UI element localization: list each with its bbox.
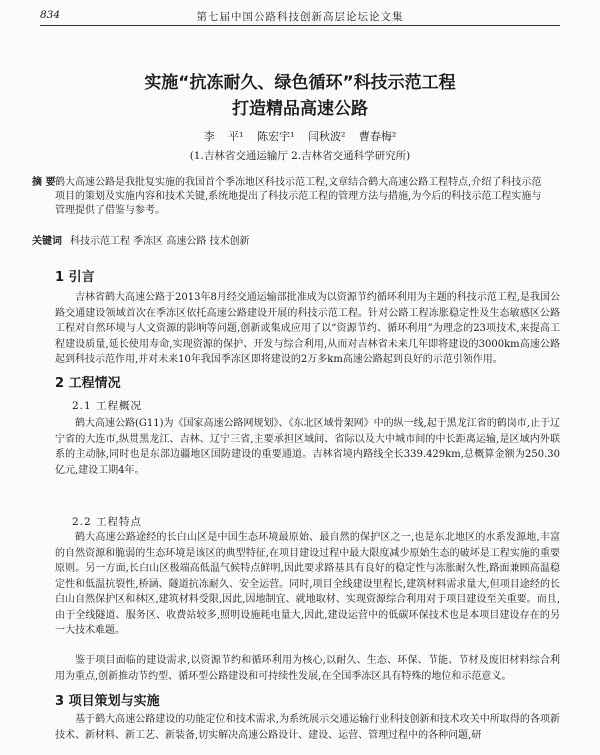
abstract [32,176,548,218]
keywords-label: 关键词 [32,236,62,247]
abstract-text: 鹤大高速公路是我批复实施的我国首个季冻地区科技示范工程,文章结合鹤大高速公路工程特点,介绍了科技示范项目的策划及实施内容和技术关键,系统地提出了科技示范工程的管理方法与措施,为今后的科技示范工程实施与管理提供了借鉴与参考。 [55,177,542,216]
abstract-label: 摘 要 [32,177,56,188]
overview-paragraph: 鹤大高速公路(G11)为《国家高速公路网规划》、《东北区域骨架网》中的纵一线,起于黑龙江省的鹤岗市,止于辽宁省的大连市,纵贯黑龙江、吉林、辽宁三省,主要承担区域间、省际以及大中城市间的中长距离运输,是区域内外联系的主动脉,同时也是东部边疆地区国防建设的重要通道。吉林省境内路线全长339.429km,总概算金额为250.30亿元,建设工期4年。 [55,418,560,476]
running-header [40,6,560,26]
features-paragraph-2: 鉴于项目面临的建设需求,以资源节约和循环利用为核心,以耐久、生态、环保、节能、节材及废旧材料综合利用为重点,创新推动节约型、循环型公路建设和可持续性发展,在全国季冻区具有特殊的地位和示范意义。 [55,655,560,682]
keywords-text: 科技示范工程 季冻区 高速公路 技术创新 [70,236,250,247]
affiliations: (1.吉林省交通运输厅 2.吉林省交通科学研究所) [189,150,411,162]
journal-title: 第七届中国公路科技创新高层论坛论文集 [196,11,404,23]
article-title [0,70,600,122]
page-number: 834 [40,9,61,21]
features-paragraph-1: 鹤大高速公路途经的长白山区是中国生态环境最原始、最自然的保护区之一,也是东北地区的水系发源地,丰富的自然资源和脆弱的生态环境是该区的典型特征,在项目建设过程中最大限度减少原始生态的破坏是工程实施的重要原则。另一方面,长白山区极端高低温气候特点鲜明,因此要求路基具有良好的稳定性与冻胀耐久性,路面兼顾高温稳定性和低温抗裂性,桥涵、隧道抗冻耐久、安全运营。同时,项目全线建设里程长,建筑材料需求量大,但项目途经的长白山自然保护区和林区,建筑材料受限,因此,因地制宜、就地取材、实现资源综合利用对于项目建设至关重要。而且,由于全线隧道、服务区、收费站较多,照明设施耗电量大,因此,建设运营中的低碳环保技术也是本项目建设存在的另一大技术难题。 [55,532,560,636]
subsection-heading-overview: 2.1 工程概况 [72,400,143,412]
intro-paragraph: 吉林省鹤大高速公路于2013年8月经交通运输部批准成为以资源节约循环利用为主题的科技示范工程,是我国公路交通建设领域首次在季冻区依托高速公路建设开展的科技示范工程。针对公路工程冻胀稳定性及生态敏感区公路工程对自然环境与人文资源的影响等问题,创新或集成应用了以“资源节约、循环利用”为理念的23项技术,来提高工程建设质量,延长使用寿命,实现资源的保护、开发与综合利用,从而对吉林省未来几年即将建设的3000km高速公路起到科技示范作用,并对未来10年我国季冻区即将建设的2万多km高速公路起到良好的示范引领作用。 [55,292,560,365]
subsection-heading-features: 2.2 工程特点 [72,516,143,528]
title-line-2: 打造精品高速公路 [232,99,368,119]
keywords [32,232,548,247]
section-heading-planning: 3 项目策划与实施 [55,694,160,709]
section-heading-introduction: 1 引言 [55,270,95,285]
planning-paragraph: 基于鹤大高速公路建设的功能定位和技术需求,为系统展示交通运输行业科技创新和技术攻关中所取得的各项新技术、新材料、新工艺、新装备,切实解决高速公路设计、建设、运营、管理过程中的各种问题,研 [55,714,560,741]
section-heading-project: 2 工程情况 [55,376,121,391]
authors: 李 平¹ 陈宏宇¹ 闫秋波² 曹春梅² [203,130,397,143]
title-line-1: 实施“抗冻耐久、绿色循环”科技示范工程 [144,73,456,93]
header-rule [40,25,560,26]
